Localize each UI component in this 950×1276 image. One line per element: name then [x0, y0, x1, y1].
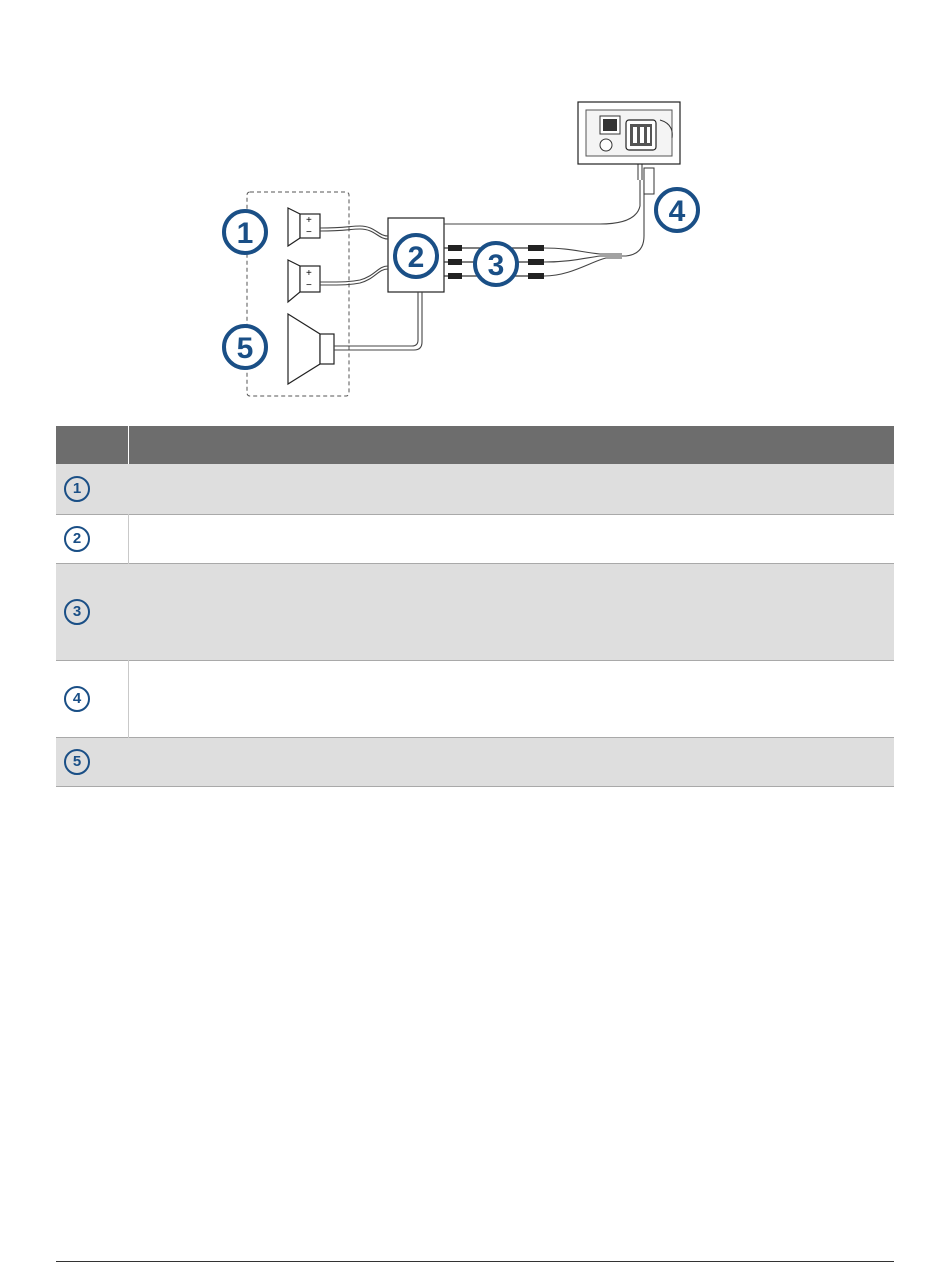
callout-3	[475, 243, 517, 285]
legend-callout-1: 1	[64, 476, 90, 502]
legend-row-4	[56, 660, 894, 737]
callout-1	[224, 211, 266, 253]
speaker-top	[288, 208, 320, 246]
speaker-middle	[288, 260, 320, 302]
callout-4	[656, 189, 698, 231]
speaker-top-minus: −	[306, 227, 312, 238]
callout-5	[224, 326, 266, 368]
legend-row-3	[56, 563, 894, 660]
legend-text-5	[129, 737, 895, 786]
speaker-top-plus: +	[306, 215, 312, 226]
wiring-diagram	[0, 0, 950, 410]
legend-callout-5: 5	[64, 749, 90, 775]
subwoofer	[288, 314, 334, 384]
legend-text-1	[129, 464, 895, 514]
callout-2	[395, 235, 437, 277]
legend-row-2	[56, 514, 894, 563]
legend-text-4	[129, 660, 895, 737]
legend-header-description	[129, 426, 895, 464]
stereo-unit	[578, 102, 680, 164]
speaker-middle-plus: +	[306, 268, 312, 279]
legend-callout-4: 4	[64, 686, 90, 712]
legend-table	[56, 426, 894, 787]
svg-text:1: 1	[236, 217, 254, 250]
legend-header	[56, 426, 894, 464]
legend-text-3	[129, 563, 895, 660]
footer-rule	[56, 1261, 894, 1262]
legend-callout-3: 3	[64, 599, 90, 625]
svg-text:3: 3	[487, 249, 505, 282]
legend-row-5	[56, 737, 894, 786]
svg-text:5: 5	[236, 332, 254, 365]
speaker-middle-minus: −	[306, 280, 312, 291]
legend-header-number	[56, 426, 129, 464]
legend-text-2	[129, 514, 895, 563]
legend-row-1	[56, 464, 894, 514]
legend-callout-2: 2	[64, 526, 90, 552]
svg-text:4: 4	[668, 195, 686, 228]
svg-text:2: 2	[407, 241, 425, 274]
